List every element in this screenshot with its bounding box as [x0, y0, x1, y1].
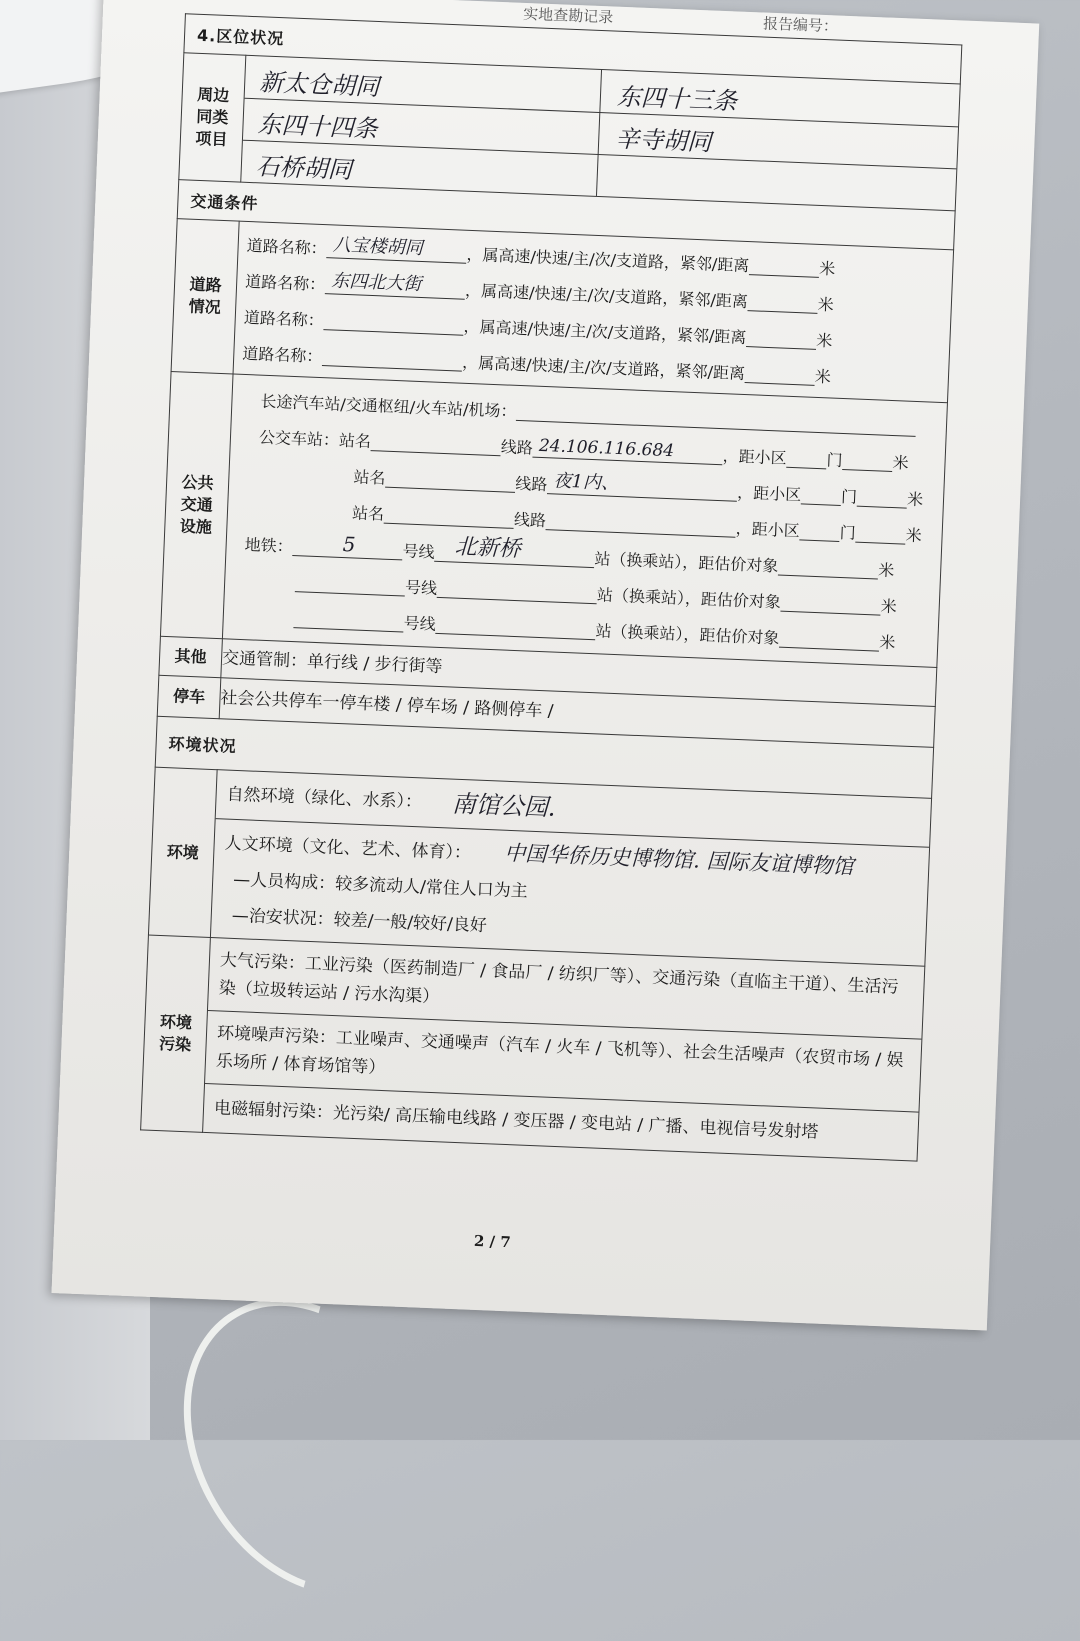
- cable: [132, 1253, 492, 1641]
- road-name-value: 东四北大街: [330, 269, 422, 295]
- noise-pollution: 环境噪声污染：工业噪声、交通噪声（汽车 / 火车 / 飞机等）、社会生活噪声（农贸市场 / 娱乐场所 / 体育场馆等）: [205, 1011, 921, 1113]
- nearby-item: 新太仓胡同: [258, 68, 380, 102]
- security-row: —治安状况：较差/一般/较好/良好: [231, 905, 488, 937]
- other-label: 其他: [159, 636, 223, 677]
- bus-row: 公交车站：站名 线路 24.106.116.684 ，距小区 门 米: [258, 427, 909, 473]
- bus-row: 站名 线路 ，距小区 门 米: [351, 502, 923, 545]
- header-report-no: 报告编号：: [762, 14, 839, 36]
- road-label: 道路情况: [171, 219, 239, 374]
- section-environment-title: 环境状况: [155, 716, 933, 798]
- subway-station-value: 北新桥: [454, 534, 522, 562]
- header-title: 实地查勘记录: [522, 4, 614, 27]
- environment-cell: [210, 770, 931, 967]
- bus-route-value: 24.106.116.684: [538, 435, 675, 461]
- road-row: 道路名称： ，属高速/快速/主/次/支道路，紧邻/距离 米: [243, 307, 833, 351]
- parking-text: 社会公共停车一停车楼 / 停车场 / 路侧停车 /: [219, 678, 935, 748]
- pollution-cell: [203, 938, 925, 1162]
- road-name-value: 八宝楼胡同: [332, 233, 424, 259]
- form-sheet: [52, 0, 1040, 1331]
- air-pollution: 大气污染：工业污染（医药制造厂 / 食品厂 / 纺织厂等）、交通污染（直临主干道）、生活污染（垃圾转运站 / 污水沟渠）: [208, 938, 924, 1040]
- nearby-item: 东四十四条: [257, 110, 379, 144]
- subway-line-value: 5: [342, 531, 357, 557]
- environment-label: 环境: [148, 767, 217, 937]
- section-traffic-title: 交通条件: [177, 180, 955, 250]
- road-row: 道路名称： 东四北大街 ，属高速/快速/主/次/支道路，紧邻/距离 米: [237, 262, 952, 327]
- page-number: 2 / 7: [473, 1231, 512, 1252]
- radiation-pollution: 电磁辐射污染：光污染/ 高压输电线路 / 变压器 / 变电站 / 广播、电视信号发射塔: [213, 1098, 819, 1143]
- other-text: 交通管制：单行线 / 步行街等: [221, 639, 937, 707]
- pollution-label: 环境污染: [141, 935, 211, 1132]
- parking-label: 停车: [157, 675, 221, 718]
- subway-row: 号线 站（换乘站），距估价对象 米: [223, 596, 938, 661]
- road-row: 道路名称： 八宝楼胡同 ，属高速/快速/主/次/支道路，紧邻/距离 米: [238, 226, 953, 291]
- natural-env-value: 南馆公园.: [451, 789, 557, 822]
- section-location-title: 4.区位状况: [184, 14, 962, 84]
- road-cell: [233, 221, 954, 403]
- bus-row: 站名 线路 夜1内、 ，距小区 门 米: [353, 466, 924, 509]
- long-distance-row: 长途汽车站/交通枢纽/火车站/机场：: [232, 381, 947, 446]
- subway-row: 号线 站（换乘站），距估价对象 米: [225, 560, 940, 625]
- natural-env-row: 自然环境（绿化、水系）： 南馆公园.: [216, 770, 931, 848]
- nearby-label: 周边同类项目: [179, 53, 246, 182]
- nearby-item: 辛寺胡同: [614, 124, 712, 157]
- road-row: 道路名称： ，属高速/快速/主/次/支道路，紧邻/距离 米: [242, 343, 832, 386]
- cultural-env-row: 人文环境（文化、艺术、体育）： 中国华侨历史博物馆. 国际友谊博物馆: [224, 833, 855, 879]
- public-transport-label: 公共交通设施: [160, 372, 233, 639]
- nearby-item: 石桥胡同: [255, 152, 353, 185]
- nearby-item: 东四十三条: [616, 82, 738, 116]
- bus-route-value: 夜1内、: [553, 469, 620, 494]
- subway-row: 地铁： 5 号线 北新桥 站（换乘站），距估价对象 米: [226, 524, 941, 589]
- people-row: —人员构成：较多流动人/常住人口为主: [232, 869, 529, 902]
- survey-table: [140, 13, 962, 1161]
- cultural-env-value: 中国华侨历史博物馆. 国际友谊博物馆: [503, 840, 855, 879]
- public-transport-cell: [222, 374, 947, 667]
